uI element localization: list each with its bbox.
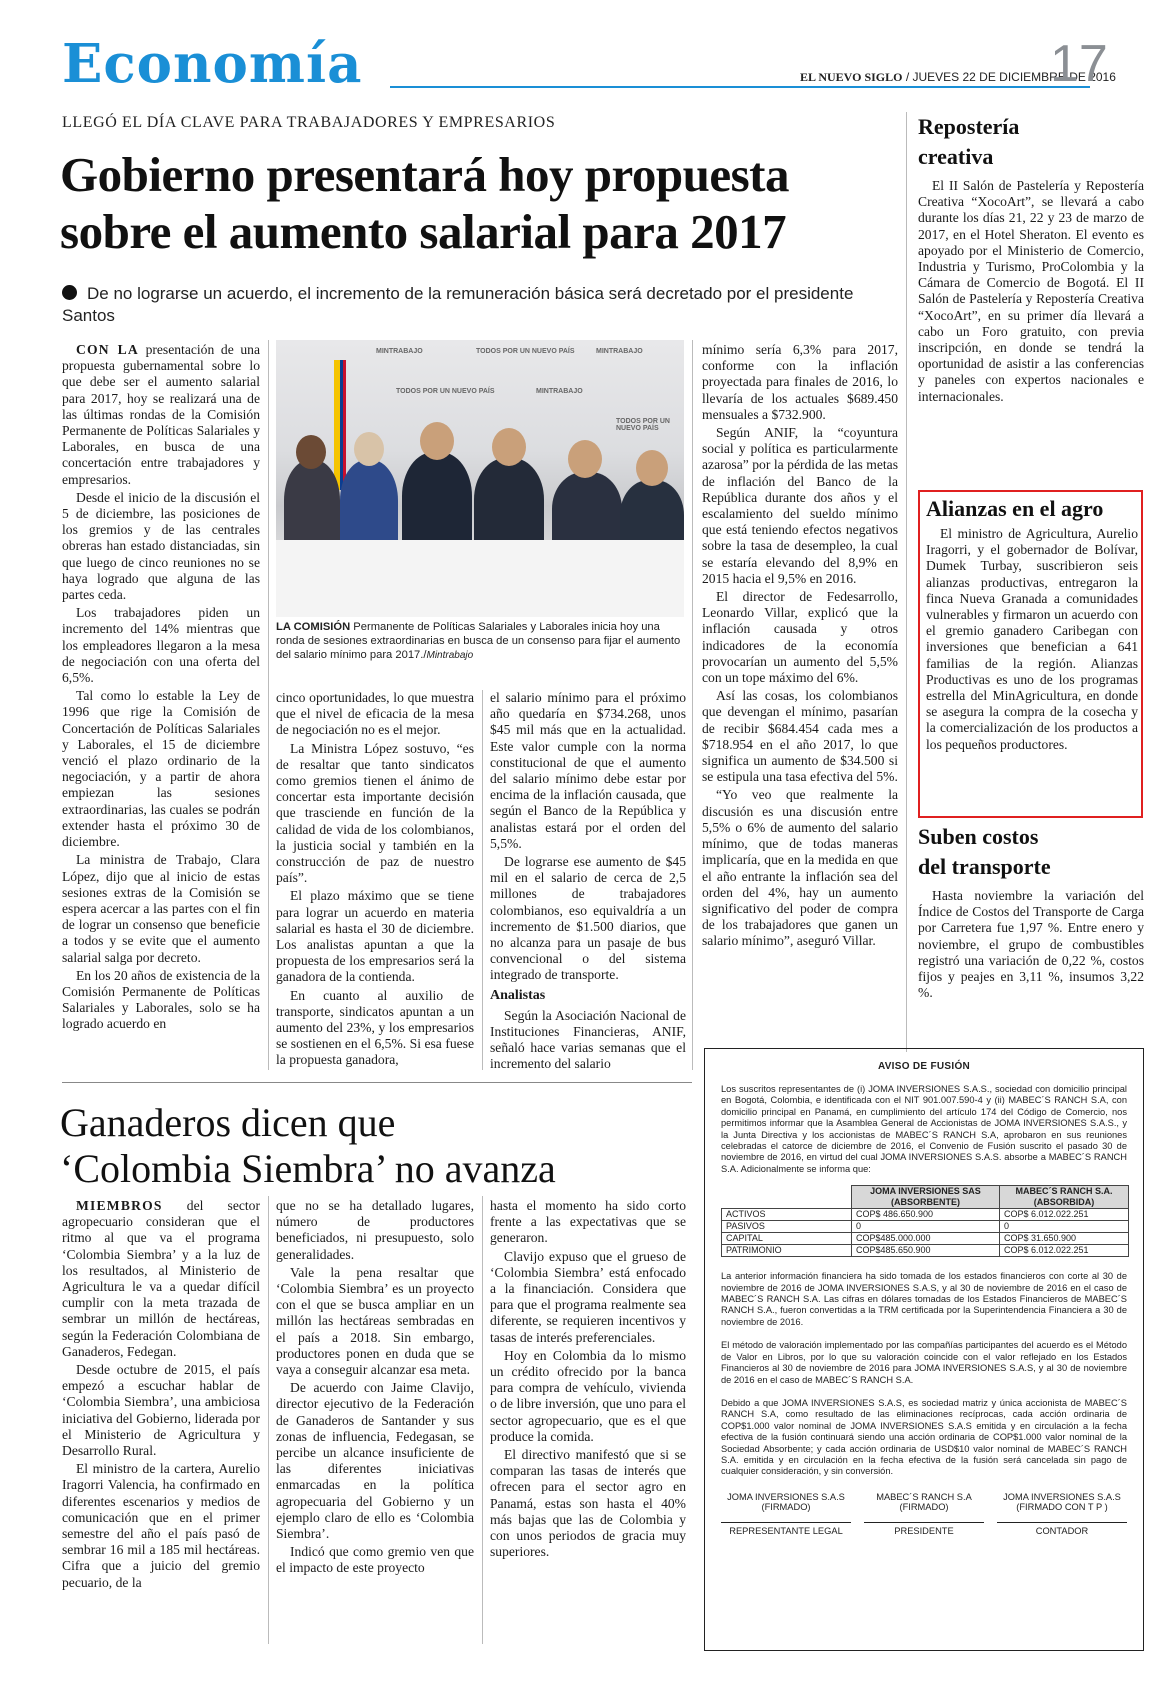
bullet-icon xyxy=(62,285,77,300)
paragraph: En cuanto al auxilio de transporte, sindicatos apuntan a un aumento del 23%, y los empresarios se sostienen en el 6,5%. Si esa fuese la propuesta ganadora, xyxy=(276,987,474,1068)
main-headline-line1: Gobierno presentará hoy propuesta xyxy=(60,147,789,202)
table-header-row xyxy=(722,1186,1129,1209)
deck-text: De no lograrse un acuerdo, el incremento de la remuneración básica será decretado por el presidente Santos xyxy=(62,284,854,325)
paragraph: La ministra de Trabajo, Clara López, dijo que al inicio de estas sesiones extras de la Comisión se espera acercar a las partes con el fin de lograr un consenso que beneficie a todos y se evite que el aumento salarial salga por decreto. xyxy=(62,852,260,965)
table-cell: COP$ 6.012.022.251 xyxy=(999,1209,1128,1221)
column-divider xyxy=(482,690,483,1070)
table-cell: COP$485.650.900 xyxy=(852,1245,1000,1257)
caption-text: Permanente de Políticas Salariales y Laborales inicia hoy una ronda de sesiones extraordinarias en busca de un consenso para fijar el aumento del salario mínimo para 2017./ xyxy=(276,621,681,661)
backdrop-logo: TODOS POR UN NUEVO PAÍS xyxy=(616,418,670,432)
header-rule xyxy=(390,86,1090,88)
brief-text: El ministro de Agricultura, Aurelio Iragorri, y el gobernador de Bolívar, Dumek Turbay, suscribieron seis alianzas productivas, entregaron la finca Nueva Granada a comunidades vulnerables y firmaron un acuerdo con el gremio ganadero Caribegan con inversiones que benefician a 641 familias de la región. Alianzas Productivas es uno de los programas estrella del MinAgricultura, en donde se asegura la compra de la cosecha y la comercialización de los productos a los pequeños productores. xyxy=(926,526,1138,752)
brief-title-line: del transporte xyxy=(918,854,1051,879)
paragraph: El directivo manifestó que si se comparan las tasas de interés que ofrecen para el sector agro en Panamá, estas son hasta el 40% más bajas que las de Colombia y con unos periodos de gracia muy superiores. xyxy=(490,1447,686,1560)
signature-role: REPRESENTANTE LEGAL xyxy=(729,1525,843,1536)
main-col-3 xyxy=(490,690,686,1075)
main-headline-line2: sobre el aumento salarial para 2017 xyxy=(60,204,787,259)
paragraph: Indicó que como gremio ven que el impacto de este proyecto xyxy=(276,1544,474,1576)
paragraph: hasta el momento ha sido corto frente a las expectativas que se generaron. xyxy=(490,1198,686,1246)
table-cell: COP$485.000.000 xyxy=(852,1233,1000,1245)
signature-line xyxy=(997,1522,1127,1523)
paragraph: El director de Fedesarrollo, Leonardo Villar, explicó que la inflación causada y otros indicadores de la economía provocarían un aumento del 5,5% con un tope máximo del 6%. xyxy=(702,589,898,686)
brief-title-line: Suben costos xyxy=(918,824,1039,849)
paragraph: presentación de una propuesta gubernamental sobre lo que debe ser el aumento salarial para 2017, hoy se realizará una de las últimas rondas de la Comisión Permanente de Políticas Salariales y Laborales, en busca de una concertación entre trabajadores y empresarios. xyxy=(62,342,260,487)
subhead: Analistas xyxy=(490,987,546,1003)
paragraph: El ministro de la cartera, Aurelio Iragorri Valencia, ha confirmado en diferentes escenarios y medios de comunicación que en el primer semestre del año el país pasó de sembrar 16 mil a 185 mil hectáreas. Cifra que a juicio del gremio pecuario, de la xyxy=(62,1461,260,1590)
paragraph: mínimo sería 6,3% para 2017, conforme con la inflación proyectada para finales de 2016, lo llevaría de los actuales $689.450 mensuales a $732.900. xyxy=(702,342,898,422)
lead-words: MIEMBROS xyxy=(76,1198,163,1213)
table-cell: PASIVOS xyxy=(722,1221,852,1233)
masthead-date: / JUEVES 22 DE DICIEMBRE DE 2016 xyxy=(905,70,1116,84)
table-row xyxy=(722,1221,1129,1233)
column-divider xyxy=(268,1196,269,1644)
notice-paragraph: Debido a que JOMA INVERSIONES S.A.S, es sociedad matriz y única accionista de MABEC´S RANCH S.A, como resultado de las eliminaciones recíprocas, cada acción ordinaria de COP$1.000 valor nominal de JOMA INVERSIONES S.A.S emitida y en circulación a la fecha efectiva de la fusión continuará siendo una acción ordinaria de COP$1.000 valor nominal de la Sociedad Absorbente; y cada acción ordinaria de USD$10 valor nominal de MABEC´S RANCH S.A. emitida y en circulación en la fecha efectiva de la fusión será cancelada sin pago de cualquier consideración, y sin conversión. xyxy=(721,1397,1127,1477)
second-headline-line2: ‘Colombia Siembra’ no avanza xyxy=(60,1146,556,1191)
person-head xyxy=(354,432,384,466)
signature-line xyxy=(721,1522,851,1523)
paragraph: Así las cosas, los colombianos que devengan el mínimo, pasarían de recibir $684.454 cada mes a $718.954 en el año 2017, lo que significa un aumento de $34.500 si se estipula una tasa efectiva del 5%. xyxy=(702,688,898,785)
table-cell: ACTIVOS xyxy=(722,1209,852,1221)
paragraph: Desde octubre de 2015, el país empezó a escuchar hablar de ‘Colombia Siembra’, una ambiciosa iniciativa del Gobierno, liderada por el Ministerio de Agricultura y Desarrollo Rural. xyxy=(62,1362,260,1459)
signature-company: JOMA INVERSIONES S.A.S xyxy=(727,1491,845,1502)
table-cell: 0 xyxy=(999,1221,1128,1233)
person-head xyxy=(568,440,602,478)
backdrop-logo: MINTRABAJO xyxy=(596,348,643,355)
signature-note: (FIRMADO) xyxy=(899,1501,949,1512)
person-head xyxy=(492,428,526,466)
paragraph: Según la Asociación Nacional de Instituciones Financieras, ANIF, señaló hace varias semanas que el incremento del salario xyxy=(490,1007,686,1072)
paragraph: Desde el inicio de la discusión el 5 de diciembre, las posiciones de los gremios y de las centrales obreras han estado distanciadas, sin que luego de cinco reuniones no se haya logrado que alguna de las partes ceda. xyxy=(62,489,260,603)
paragraph: cinco oportunidades, lo que muestra que el nivel de eficacia de la mesa de negociación no es el mejor. xyxy=(276,690,474,738)
page-number: 17 xyxy=(1050,35,1108,93)
notice-paragraph: El método de valoración implementado por las compañías participantes del acuerdo es el Método de Valor en Libros, por lo que su valoración coincide con el valor reflejado en los Estados Financieros al 30 de noviembre de 2016 para JOMA INVERSIONES S.A.S, y al 30 de noviembre de 2016 en el caso de MABEC´S RANCH S.A. xyxy=(721,1340,1127,1385)
column-divider xyxy=(906,112,907,1052)
sidebar-brief-reposteria xyxy=(918,112,1144,405)
signature xyxy=(864,1492,984,1536)
financial-table xyxy=(721,1185,1129,1257)
signature-line xyxy=(864,1522,984,1523)
backdrop-logo: TODOS POR UN NUEVO PAÍS xyxy=(396,388,495,395)
paragraph: La Ministra López sostuvo, “es de resaltar que tanto sindicatos como gremios tienen el ánimo de concertar esta importante decisión que trasciende en función de la calidad de vida de los colombianos, la justicia social y también en la construcción de paz de nuestro país”. xyxy=(276,740,474,886)
second-col-2 xyxy=(276,1198,474,1579)
column-divider xyxy=(482,1196,483,1644)
paragraph: “Yo veo que realmente la discusión es una discusión entre 5,5% o 6% de aumento del salario mínimo, que de todas maneras implicaría, que en la medida en que el año entrante la inflación sea del orden del 4%, hay un aumento significativo del poder de compra de los trabajadores que ganen un salario mínimo”, aseguró Villar. xyxy=(702,787,898,949)
paragraph: del sector agropecuario consideran que el ritmo al que va el programa ‘Colombia Siembra’ y a la luz de los resultados, al Ministerio de Agricultura le va a quedar difícil cumplir con la meta trazada de sembrar un millón de hectáreas, según la Federación Colombiana de Ganaderos, Fedegan. xyxy=(62,1198,260,1359)
table-row xyxy=(722,1245,1129,1257)
second-headline xyxy=(60,1100,700,1192)
table-row xyxy=(722,1209,1129,1221)
section-title: Economía xyxy=(62,33,363,95)
paragraph: En los 20 años de existencia de la Comisión Permanente de Políticas Salariales y Laborales, solo se ha logrado acuerdo en xyxy=(62,967,260,1032)
person-head xyxy=(420,422,454,460)
notice-title: AVISO DE FUSIÓN xyxy=(877,1061,971,1072)
paragraph: Hoy en Colombia da lo mismo un crédito ofrecido por la banca para compra de vehículo, vivienda o de libre inversión, que uno para el sector agropecuario, que es el que produce la comida. xyxy=(490,1347,686,1444)
brief-title: Alianzas en el agro xyxy=(926,496,1104,521)
meeting-table xyxy=(276,540,684,617)
paragraph: Tal como lo estable la Ley de 1996 que rige la Comisión de Concertación de Políticas Salariales y Laborales, el 15 de diciembre venció el plazo ordinario de la negociación, y a partir de ahora empiezan las sesiones extraordinarias, las cuales se podrán extender hasta el próximo 30 de diciembre. xyxy=(62,688,260,850)
masthead-paper: EL NUEVO SIGLO xyxy=(800,70,903,84)
column-divider xyxy=(268,340,269,1070)
backdrop-logo: MINTRABAJO xyxy=(376,348,423,355)
table-cell: COP$ 6.012.022.251 xyxy=(999,1245,1128,1257)
second-col-1 xyxy=(62,1198,260,1593)
signature-note: (FIRMADO CON T P ) xyxy=(1016,1501,1108,1512)
paragraph: Vale la pena resaltar que ‘Colombia Siembra’ es un proyecto con el que se busca ampliar en un millón las hectáreas sembradas en el país a 2018. Sin embargo, productores ponen en duda que se vaya a conseguir alcanzar esa meta. xyxy=(276,1264,474,1378)
signature-role: CONTADOR xyxy=(1035,1525,1089,1536)
paragraph: De acuerdo con Jaime Clavijo, director ejecutivo de la Federación de Ganaderos de Santander y sus zonas de influencia, Fedegasan, se percibe un alcance insuficiente de las diferentes iniciativas enmarcadas en la política agropecuaria del Gobierno y un ejemplo claro de ello es ‘Colombia Siembra’. xyxy=(276,1380,474,1542)
signature-company: JOMA INVERSIONES S.A.S xyxy=(1003,1491,1121,1502)
signature xyxy=(721,1492,851,1536)
brief-title xyxy=(918,822,1144,882)
person-head xyxy=(296,435,326,469)
paragraph: el salario mínimo para el próximo año quedaría en $734.268, unos $45 mil más que en la actualidad. Este valor cumple con la norma constitucional de que el aumento del salario mínimo debe estar por encima de la inflación causada, que según el Banco de la República y analistas estará por el orden del 5,5%. xyxy=(490,690,686,851)
brief-title-line: Repostería xyxy=(918,114,1020,139)
main-col-4 xyxy=(702,342,898,952)
paragraph: De lograrse ese aumento de $45 mil en el salario de cerca de 2,5 millones de trabajadores colombianos, eso equivaldría a un incremento de $1.500 diarios, que no alcanza para un pasaje de bus convencional o del sistema integrado de transporte. xyxy=(490,854,686,983)
kicker: LLEGÓ EL DÍA CLAVE PARA TRABAJADORES Y EMPRESARIOS xyxy=(62,114,556,131)
table-cell: 0 xyxy=(852,1221,1000,1233)
main-col-2 xyxy=(276,690,474,1071)
caption-lead: LA COMISIÓN xyxy=(276,621,351,633)
table-cell: COP$ 486.650.900 xyxy=(852,1209,1000,1221)
paragraph: Los trabajadores piden un incremento del 14% mientras que los empleadores llegaron a la mesa de negociación con una oferta del 6,5%. xyxy=(62,605,260,686)
person xyxy=(402,452,472,550)
table-header: MABEC´S RANCH S.A. (ABSORBIDA) xyxy=(999,1186,1128,1209)
table-cell: CAPITAL xyxy=(722,1233,852,1245)
colombia-flag xyxy=(334,360,346,490)
second-headline-line1: Ganaderos dicen que xyxy=(60,1100,396,1145)
main-headline xyxy=(60,146,910,260)
main-col-1 xyxy=(62,342,260,1035)
paragraph: que no se ha detallado lugares, número de productores beneficiados, ni presupuesto, solo generalidades. xyxy=(276,1198,474,1262)
deck xyxy=(62,283,907,327)
paragraph: Según ANIF, la “coyuntura social y política es particularmente azarosa” por la pérdida de las metas de inflación del Banco de la República durante dos años y el escalamiento del sueldo mínimo que está teniendo efectos negativos sobre la tasa de desempleo, la cual se estaría elevando del 8,9% en 2015 hacia el 9,5% en 2016. xyxy=(702,425,898,586)
brief-title xyxy=(918,112,1144,172)
signature-company: MABEC´S RANCH S.A xyxy=(876,1491,972,1502)
table-cell: PATRIMONIO xyxy=(722,1245,852,1257)
signature-block xyxy=(721,1492,1127,1536)
sidebar-brief-alianzas xyxy=(926,494,1138,753)
lead-words: CON LA xyxy=(76,342,139,357)
brief-text: El II Salón de Pastelería y Repostería Creativa “XocoArt”, se llevará a cabo durante los días 21, 22 y 23 de marzo de 2017, en el Hotel Sheraton. El evento es apoyado por el Ministerio de Comercio, Industria y Turismo, ProColombia y la Cámara de Comercio de Bogotá. El II Salón de Pastelería y Repostería Creativa “XocoArt”, en su primer día llevará a cabo un Foro gratuito, con previa inscripción, en donde se tendrá la oportunidad de asistir a las conferencias y paneles con expertos nacionales e internacionales. xyxy=(918,178,1144,404)
table-cell: COP$ 31.650.900 xyxy=(999,1233,1128,1245)
person xyxy=(284,460,340,550)
paragraph: Clavijo expuso que el grueso de ‘Colombia Siembra’ está enfocado a la financiación. Considera que para que el programa realmente sea diferente, se requieren incentivos y tasas de interés preferenciales. xyxy=(490,1248,686,1345)
backdrop-logo: TODOS POR UN NUEVO PAÍS xyxy=(476,348,575,355)
column-divider xyxy=(692,340,693,1070)
signature-role: PRESIDENTE xyxy=(894,1525,954,1536)
meeting-photo xyxy=(276,340,684,617)
paragraph: El plazo máximo que se tiene para lograr un acuerdo en materia salarial es hasta el 30 de diciembre. Los analistas apuntan a que la propuesta de los empresarios será la ganadora de la contienda. xyxy=(276,888,474,985)
notice-paragraph: La anterior información financiera ha sido tomada de los estados financieros con corte al 30 de noviembre de 2016 de JOMA INVERSIONES S.A.S, y al 30 de noviembre de 2016 en el caso de MABEC´S RANCH S.A. Las cifras en dólares tomadas de los Estados Financieros de MABEC´S RANCH S.A., fueron convertidas a la TRM certificada por la Superintendencia Financiera a 30 de noviembre de 2016. xyxy=(721,1271,1127,1327)
notice-paragraph: Los suscritos representantes de (i) JOMA INVERSIONES S.A.S., sociedad con domicilio principal en Bogotá, Colombia, e identificada con el NIT 901.007.590-4 y (ii) MABEC´S RANCH S.A, con domicilio principal en Panamá, en cumplimiento del artículo 174 del Código de Comercio, nos permitimos informar que la Asamblea General de Accionistas de JOMA INVERSIONES S.A.S., y la Junta Directiva y los accionistas de MABEC´S RANCH S.A, aprobaron en sus reuniones celebradas el catorce de diciembre de 2016, el Convenio de Fusión suscrito el pasado 30 de noviembre de 2016, en virtud del cual JOMA INVERSIONES S.A.S. absorbe a MABEC´S RANCH S.A. Adicionalmente se informa que: xyxy=(721,1084,1127,1174)
table-header: JOMA INVERSIONES SAS (ABSORBENTE) xyxy=(852,1186,1000,1209)
backdrop-logo: MINTRABAJO xyxy=(536,388,583,395)
story-divider xyxy=(62,1082,692,1083)
merger-notice xyxy=(704,1048,1144,1651)
brief-text: Hasta noviembre la variación del Índice de Costos del Transporte de Carga por Carretera fue 1,97 %. Entre enero y noviembre, el grupo de combustibles registró una variación de 0,22 %, costos fijos y peajes en 3,11 %, insumos 3,22 %. xyxy=(918,888,1144,1001)
sidebar-brief-transporte xyxy=(918,822,1144,1001)
table-row xyxy=(722,1233,1129,1245)
person-head xyxy=(636,450,668,486)
signature xyxy=(997,1492,1127,1536)
person xyxy=(474,458,544,550)
signature-note: (FIRMADO) xyxy=(761,1501,811,1512)
table-corner xyxy=(722,1186,852,1209)
caption-credit: Mintrabajo xyxy=(426,650,474,661)
photo-caption xyxy=(276,620,686,663)
second-col-3 xyxy=(490,1198,686,1562)
brief-title-line: creativa xyxy=(918,144,994,169)
person xyxy=(340,460,398,550)
